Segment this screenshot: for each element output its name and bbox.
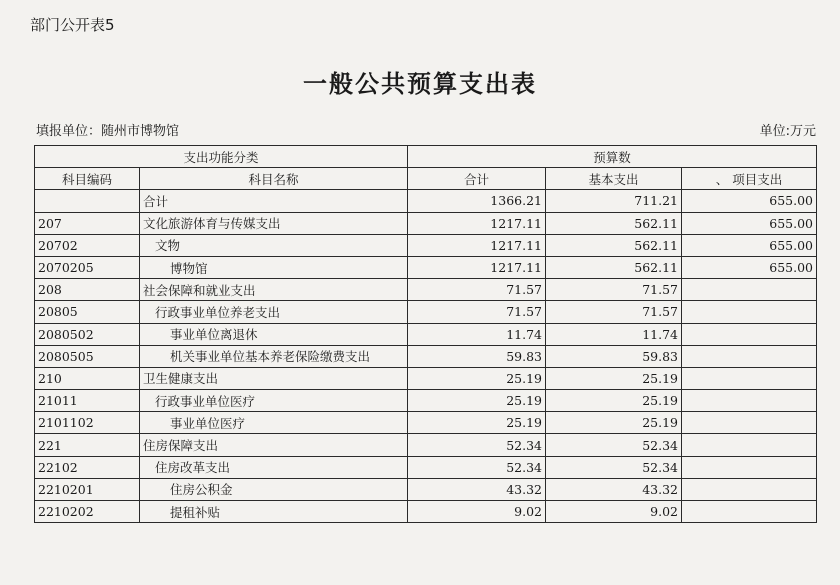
cell-basic: 59.83 (546, 345, 682, 367)
cell-project: 655.00 (682, 234, 817, 256)
cell-basic: 25.19 (546, 367, 682, 389)
cell-code: 2210202 (35, 501, 140, 523)
cell-total: 25.19 (408, 367, 546, 389)
cell-total: 1217.11 (408, 256, 546, 278)
cell-total: 25.19 (408, 412, 546, 434)
cell-total: 9.02 (408, 501, 546, 523)
cell-code: 2080502 (35, 323, 140, 345)
cell-code: 207 (35, 212, 140, 234)
cell-project (682, 323, 817, 345)
table-row (35, 279, 817, 301)
cell-basic: 9.02 (546, 501, 682, 523)
table-row (35, 456, 817, 478)
table-group-header-row (35, 146, 817, 168)
cell-total: 1366.21 (408, 190, 546, 212)
column-header-total: 合计 (408, 168, 546, 190)
cell-total: 11.74 (408, 323, 546, 345)
cell-total: 71.57 (408, 279, 546, 301)
table-row (35, 367, 817, 389)
table-row (35, 301, 817, 323)
cell-total: 1217.11 (408, 234, 546, 256)
cell-basic: 25.19 (546, 412, 682, 434)
cell-total: 43.32 (408, 478, 546, 500)
cell-project: 655.00 (682, 190, 817, 212)
cell-name: 合计 (140, 190, 408, 212)
cell-basic: 562.11 (546, 256, 682, 278)
table-row (35, 212, 817, 234)
cell-basic: 711.21 (546, 190, 682, 212)
table-row (35, 390, 817, 412)
cell-name: 住房保障支出 (140, 434, 408, 456)
cell-project (682, 412, 817, 434)
column-header-code: 科目编码 (35, 168, 140, 190)
cell-code: 2070205 (35, 256, 140, 278)
filler-unit-label: 填报单位：随州市博物馆 (36, 124, 180, 139)
cell-code: 21011 (35, 390, 140, 412)
cell-total: 71.57 (408, 301, 546, 323)
cell-code: 210 (35, 367, 140, 389)
cell-basic: 562.11 (546, 212, 682, 234)
cell-basic: 52.34 (546, 456, 682, 478)
cell-basic: 71.57 (546, 301, 682, 323)
cell-project: 655.00 (682, 256, 817, 278)
group-header-budget: 预算数 (408, 146, 817, 168)
cell-name: 住房改革支出 (140, 456, 408, 478)
table-row (35, 323, 817, 345)
cell-total: 25.19 (408, 390, 546, 412)
page-label: 部门公开表5 (30, 16, 115, 34)
cell-total: 1217.11 (408, 212, 546, 234)
cell-basic: 71.57 (546, 279, 682, 301)
table-row (35, 345, 817, 367)
cell-name: 事业单位医疗 (140, 412, 408, 434)
cell-project (682, 478, 817, 500)
cell-total: 59.83 (408, 345, 546, 367)
table-body (35, 190, 817, 523)
cell-name: 博物馆 (140, 256, 408, 278)
cell-code: 20805 (35, 301, 140, 323)
cell-basic: 562.11 (546, 234, 682, 256)
column-header-name: 科目名称 (140, 168, 408, 190)
cell-project (682, 390, 817, 412)
group-header-function-class: 支出功能分类 (35, 146, 408, 168)
cell-code: 208 (35, 279, 140, 301)
cell-name: 文物 (140, 234, 408, 256)
budget-table (34, 145, 817, 523)
cell-name: 住房公积金 (140, 478, 408, 500)
cell-total: 52.34 (408, 434, 546, 456)
cell-project (682, 501, 817, 523)
cell-name: 机关事业单位基本养老保险缴费支出 (140, 345, 408, 367)
cell-basic: 25.19 (546, 390, 682, 412)
column-header-project: 、 项目支出 (682, 168, 817, 190)
cell-basic: 43.32 (546, 478, 682, 500)
cell-project (682, 367, 817, 389)
cell-project (682, 434, 817, 456)
table-row (35, 256, 817, 278)
cell-code: 2210201 (35, 478, 140, 500)
cell-name: 文化旅游体育与传媒支出 (140, 212, 408, 234)
cell-name: 行政事业单位养老支出 (140, 301, 408, 323)
cell-name: 事业单位离退休 (140, 323, 408, 345)
table-row (35, 434, 817, 456)
cell-name: 卫生健康支出 (140, 367, 408, 389)
table-row (35, 412, 817, 434)
cell-project: 655.00 (682, 212, 817, 234)
table-row (35, 501, 817, 523)
cell-code (35, 190, 140, 212)
page-title: 一般公共预算支出表 (303, 69, 537, 98)
unit-label: 单位:万元 (759, 124, 816, 139)
column-header-basic: 基本支出 (546, 168, 682, 190)
cell-project (682, 301, 817, 323)
table-row (35, 234, 817, 256)
cell-basic: 52.34 (546, 434, 682, 456)
cell-basic: 11.74 (546, 323, 682, 345)
cell-code: 221 (35, 434, 140, 456)
cell-project (682, 456, 817, 478)
table-row (35, 190, 817, 212)
table-row (35, 478, 817, 500)
cell-code: 2080505 (35, 345, 140, 367)
cell-name: 社会保障和就业支出 (140, 279, 408, 301)
table-column-header-row (35, 168, 817, 190)
cell-code: 2101102 (35, 412, 140, 434)
cell-name: 提租补贴 (140, 501, 408, 523)
cell-code: 22102 (35, 456, 140, 478)
cell-project (682, 345, 817, 367)
cell-project (682, 279, 817, 301)
cell-total: 52.34 (408, 456, 546, 478)
cell-code: 20702 (35, 234, 140, 256)
cell-name: 行政事业单位医疗 (140, 390, 408, 412)
